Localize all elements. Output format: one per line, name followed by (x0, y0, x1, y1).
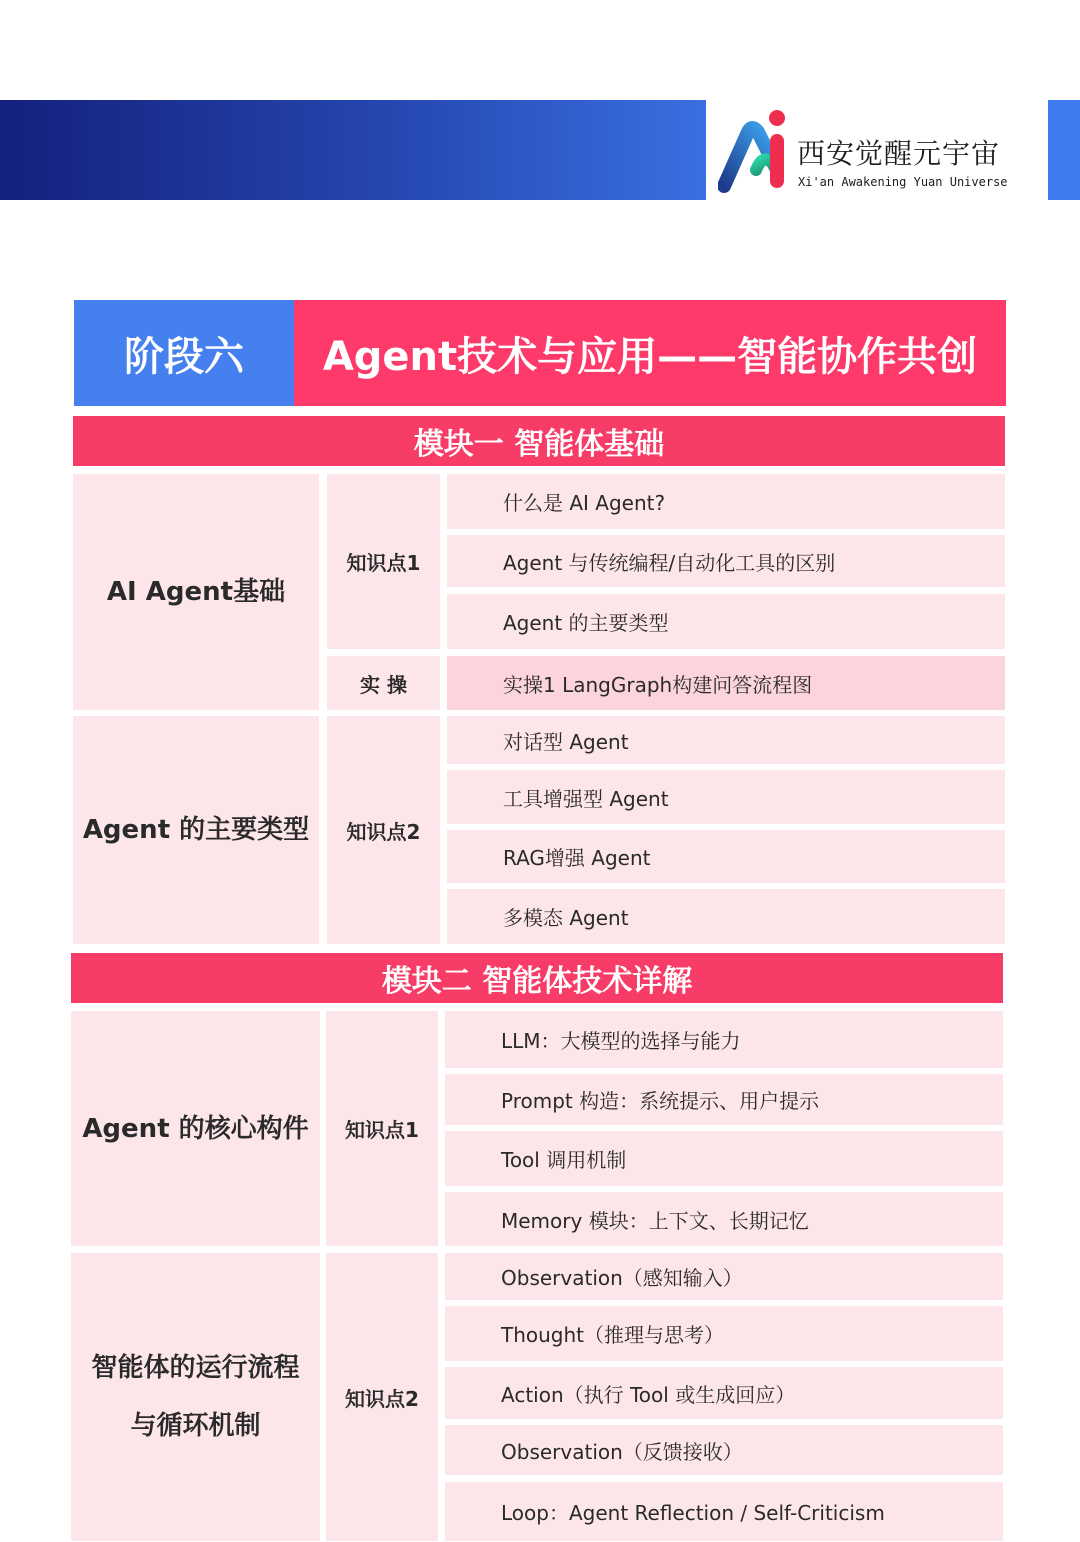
knowledge-point-label: 知识点2 (326, 1253, 438, 1541)
list-item: 多模态 Agent (447, 889, 1005, 944)
category-cell: Agent 的核心构件 (71, 1011, 320, 1246)
list-item: Tool 调用机制 (445, 1131, 1003, 1186)
module-title: 模块一 智能体基础 (73, 416, 1005, 466)
module-title: 模块二 智能体技术详解 (71, 953, 1003, 1003)
category-line: 与循环机制 (130, 1411, 261, 1441)
list-item: Loop：Agent Reflection / Self-Criticism (445, 1482, 1003, 1541)
stage-label: 阶段六 (74, 300, 294, 406)
knowledge-point-label: 知识点2 (327, 716, 440, 944)
stage-title: Agent技术与应用——智能协作共创 (294, 300, 1006, 406)
list-item: 对话型 Agent (447, 716, 1005, 764)
brand-name-cn: 西安觉醒元宇宙 (797, 137, 1001, 170)
list-item: Observation（反馈接收） (445, 1425, 1003, 1475)
knowledge-point-label: 知识点1 (327, 474, 440, 649)
list-item: Action（执行 Tool 或生成回应） (445, 1367, 1003, 1419)
list-item: Agent 的主要类型 (447, 594, 1005, 649)
header-accent-bar (1048, 100, 1080, 200)
brand-name-en: Xi'an Awakening Yuan Universe (798, 175, 1008, 189)
list-item: Agent 与传统编程/自动化工具的区别 (447, 535, 1005, 587)
category-cell: AI Agent基础 (73, 474, 319, 710)
header-banner (0, 100, 706, 200)
list-item: Prompt 构造：系统提示、用户提示 (445, 1074, 1003, 1125)
category-cell: Agent 的主要类型 (73, 716, 319, 944)
list-item: Memory 模块：上下文、长期记忆 (445, 1192, 1003, 1246)
list-item: Observation（感知输入） (445, 1253, 1003, 1300)
list-item: LLM：大模型的选择与能力 (445, 1011, 1003, 1068)
practice-item: 实操1 LangGraph构建问答流程图 (447, 656, 1005, 710)
practice-label: 实 操 (327, 656, 440, 710)
category-line: 智能体的运行流程 (91, 1353, 300, 1383)
list-item: 什么是 AI Agent? (447, 474, 1005, 529)
list-item: Thought（推理与思考） (445, 1306, 1003, 1361)
list-item: RAG增强 Agent (447, 830, 1005, 883)
knowledge-point-label: 知识点1 (326, 1011, 438, 1246)
category-cell (71, 1253, 320, 1541)
list-item: 工具增强型 Agent (447, 770, 1005, 824)
